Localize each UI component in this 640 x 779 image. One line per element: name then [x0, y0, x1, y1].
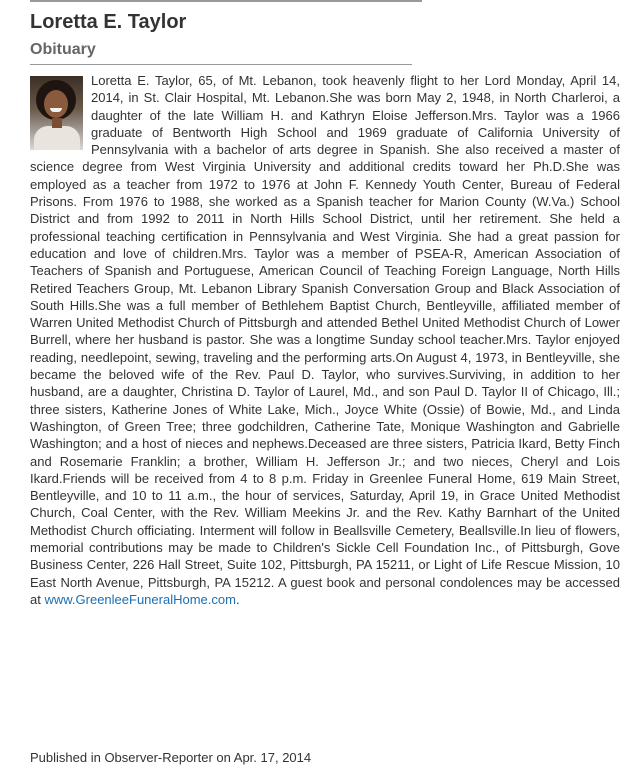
top-divider [30, 0, 422, 2]
published-note: Published in Observer-Reporter on Apr. 17, 2014 [30, 750, 312, 765]
obituary-text: Loretta E. Taylor, 65, of Mt. Lebanon, took heavenly flight to her Lord Monday, April 14, 2014, in St. Clair Hospital, Mt. Lebanon.She was born May 2, 1948, in North Charleroi, a daughter of the late William H. and Kathryn Eloise Jefferson.Mrs. Taylor was a 1966 graduate of Bentworth High School and 1969 graduate of California University of Pennsylvania with a bachelor of arts degree in Spanish. She also received a master of science degree from West Virginia University and additional credits toward her Ph.D.She was employed as a teacher from 1972 to 1976 at John F. Kennedy Youth Center, Bureau of Federal Prisons. From 1976 to 1988, she worked as a Spanish teacher for Marion County (W.Va.) School District and from 1992 to 2011 in North Hills School District, until her retirement. She held a professional teaching certification in Pennsylvania and West Virginia. She had a great passion for education and love of children.Mrs. Taylor was a member of PSEA-R, American Association of Teachers of Spanish and Portuguese, American Council of Teaching Foreign Language, North Hills Retired Teachers Group, Mt. Lebanon Library Spanish Conversation Group and Black Association of South Hills.She was a full member of Bethlehem Baptist Church, Bentleyville, affiliated member of Warren United Methodist Church of Pittsburgh and attended Bethel United Methodist Church of Lower Burrell, where her husband is pastor. She was a longtime Sunday school teacher.Mrs. Taylor enjoyed reading, needlepoint, sewing, traveling and the performing arts.On August 4, 1973, in Bentleyville, she became the beloved wife of the Rev. Paul D. Taylor, who survives.Surviving, in addition to her husband, are a daughter, Christina D. Taylor of Laurel, Md., and son Paul D. Taylor II of Chicago, Ill.; three sisters, Katherine Jones of White Lake, Mich., Joyce White (Ossie) of Bowie, Md., and Linda Washington, of Green Tree; three godchildren, Catherine Tate, Monique Washington and Gabrielle Washington; and a host of nieces and nephews.Deceased are three sisters, Patricia Ikard, Betty Finch and Rosemarie Franklin; a brother, William H. Jefferson Jr.; and two nieces, Cheryl and Lois Ikard.Friends will be received from 4 to 8 p.m. Friday in Greenlee Funeral Home, 619 Main Street, Bentleyville, and 10 to 11 a.m., the hour of services, Saturday, April 19, in Grace United Methodist Church, Coal Center, with the Rev. William Meekins Jr. and the Rev. Kathy Barnhart of the United Methodist Church officiating. Interment will follow in Beallsville Cemetery, Beallsville.In lieu of flowers, memorial contributions may be made to Children's Sickle Cell Foundation Inc., of Pittsburgh, Gove Business Center, 226 Hall Street, Suite 102, Pittsburgh, PA 15211, or Light of Life Rescue Mission, 10 East North Avenue, Pittsburgh, PA 15212. A guest book and personal condolences may be accessed at [30, 73, 620, 607]
title-divider [30, 64, 412, 65]
funeral-home-link[interactable]: www.GreenleeFuneralHome.com [44, 591, 236, 607]
obituary-text-end: . [235, 591, 240, 607]
obituary-body [30, 72, 620, 608]
page-title: Loretta E. Taylor [30, 11, 187, 33]
portrait-photo [30, 76, 83, 150]
section-label: Obituary [30, 41, 96, 58]
